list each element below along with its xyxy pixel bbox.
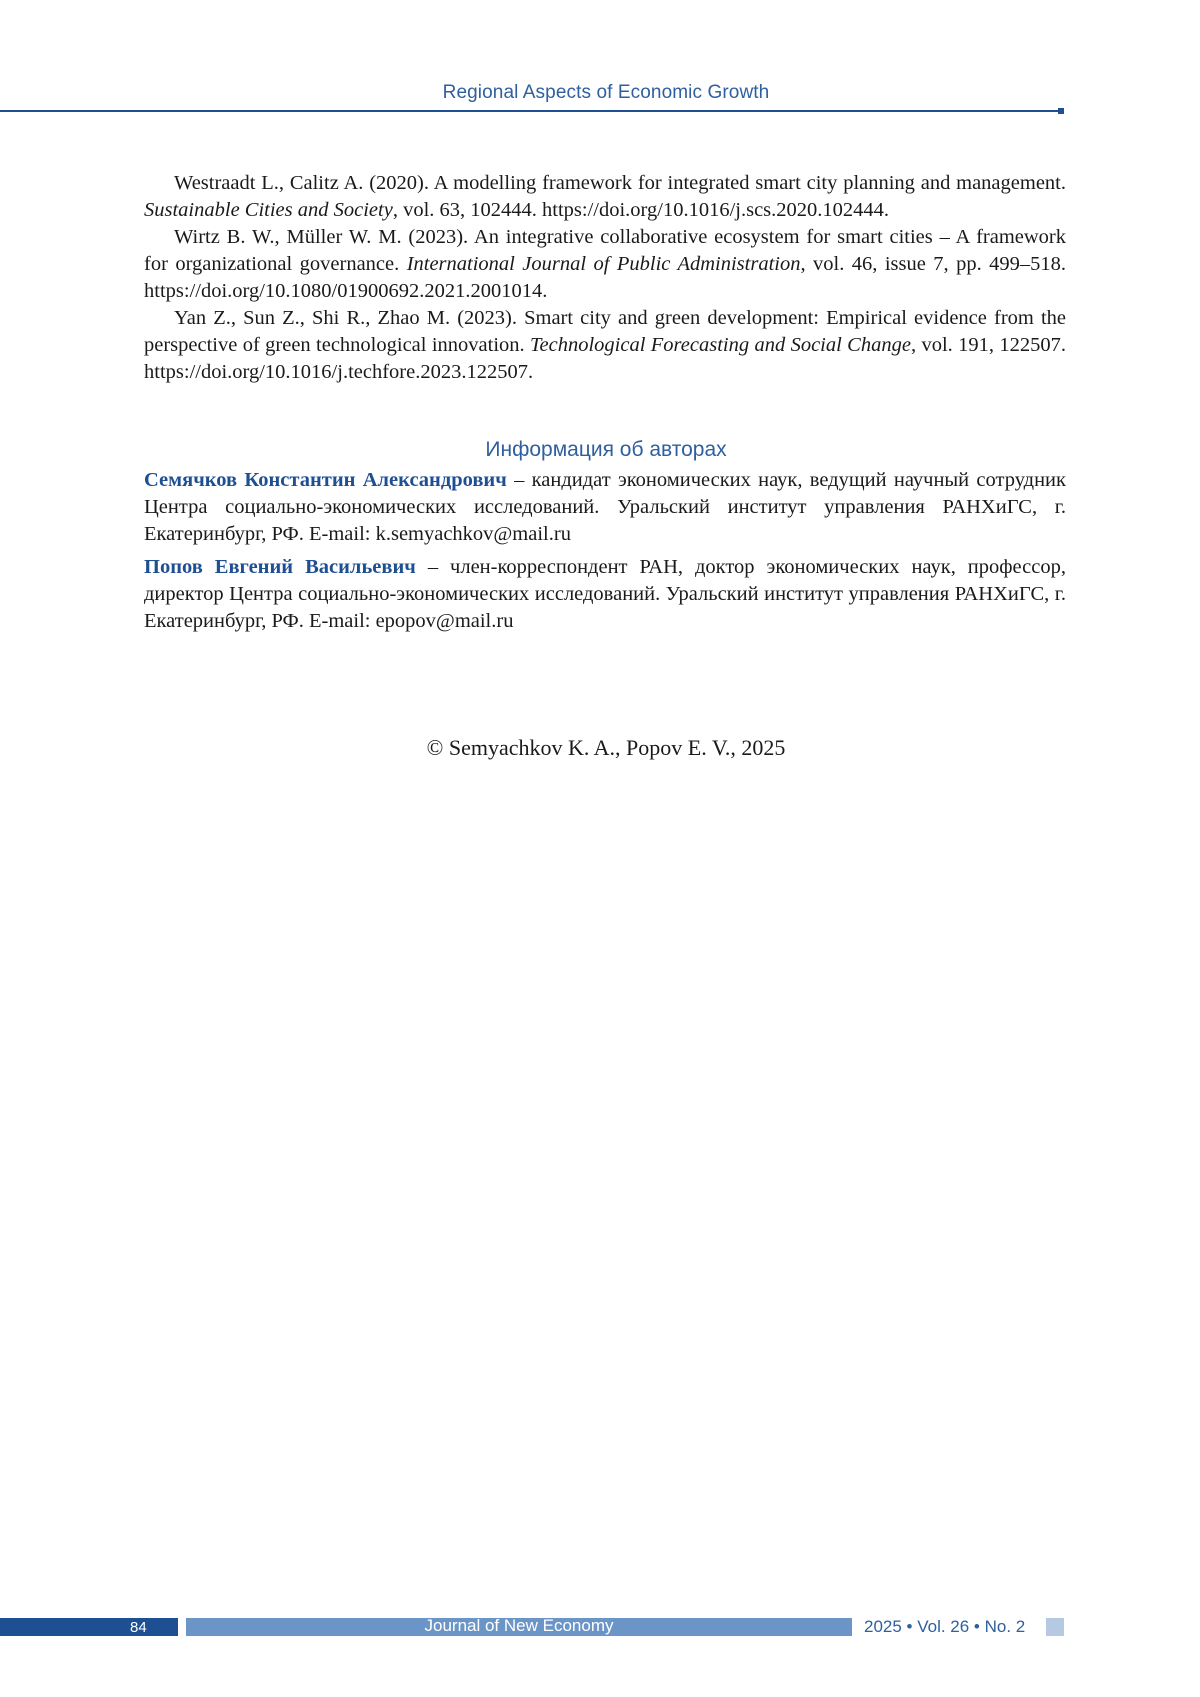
running-header-title: Regional Aspects of Economic Growth: [0, 82, 1200, 104]
copyright-notice: © Semyachkov K. A., Popov E. V., 2025: [0, 735, 1200, 761]
page-number: 84: [130, 1618, 178, 1636]
footer-issue-info: 2025 • Vol. 26 • No. 2: [864, 1616, 1025, 1638]
reference-details: , vol. 63, 102444. https://doi.org/10.1016/j.scs.2020.102444.: [393, 199, 889, 221]
reference-item: [144, 305, 1066, 386]
author-name: Попов Евгений Васильевич: [144, 556, 416, 578]
reference-details: , vol. 46, issue 7, pp. 499–518. https://doi.org/10.1080/01900692.2021.2001014.: [144, 253, 1066, 302]
references-list: [144, 170, 1066, 386]
header-rule: [0, 110, 1060, 112]
author-bio: – член-корреспондент РАН, доктор экономических наук, профес­сор, директор Центра социально-экономических исследований. Уральский институт управления РАНХиГС, г. Екатеринбург, РФ. E-mail: epopov@mail.ru: [144, 556, 1066, 632]
author-name: Семячков Константин Александрович: [144, 469, 507, 491]
author-entry: [144, 554, 1066, 635]
footer-journal-name: Journal of New Economy: [186, 1616, 852, 1634]
reference-item: [144, 224, 1066, 305]
footer-end-square: [1046, 1618, 1064, 1636]
reference-text: Westraadt L., Calitz A. (2020). A modelling framework for integrated smart city planning and man­agement.: [174, 172, 1066, 194]
author-bio: – кандидат экономических наук, ведущий научный сотрудник Центра социально-экономических исследований. Уральский институт управления РАНХиГС, г. Екатеринбург, РФ. E-mail: k.semyachkov@mail.ru: [144, 469, 1066, 545]
reference-journal: Technological Forecasting and Social Change: [530, 334, 911, 356]
reference-journal: Sustainable Cities and Society: [144, 199, 393, 221]
reference-details: , vol. 191, 122507. https://doi.org/10.1016/j.techfore.2023.122507.: [144, 334, 1066, 383]
header-rule-end-square: [1058, 108, 1064, 114]
authors-list: [144, 467, 1066, 641]
authors-heading: Информация об авторах: [0, 438, 1200, 462]
reference-item: [144, 170, 1066, 224]
author-entry: [144, 467, 1066, 548]
reference-text: Wirtz B. W., Müller W. M. (2023). An integrative collaborative ecosystem for smart cities – A frame­work for organizational governance.: [144, 226, 1066, 275]
reference-text: Yan Z., Sun Z., Shi R., Zhao M. (2023). Smart city and green development: Empirical evidence from the perspective of green technological innovation.: [144, 307, 1066, 356]
reference-journal: International Journal of Public Administration: [407, 253, 801, 275]
